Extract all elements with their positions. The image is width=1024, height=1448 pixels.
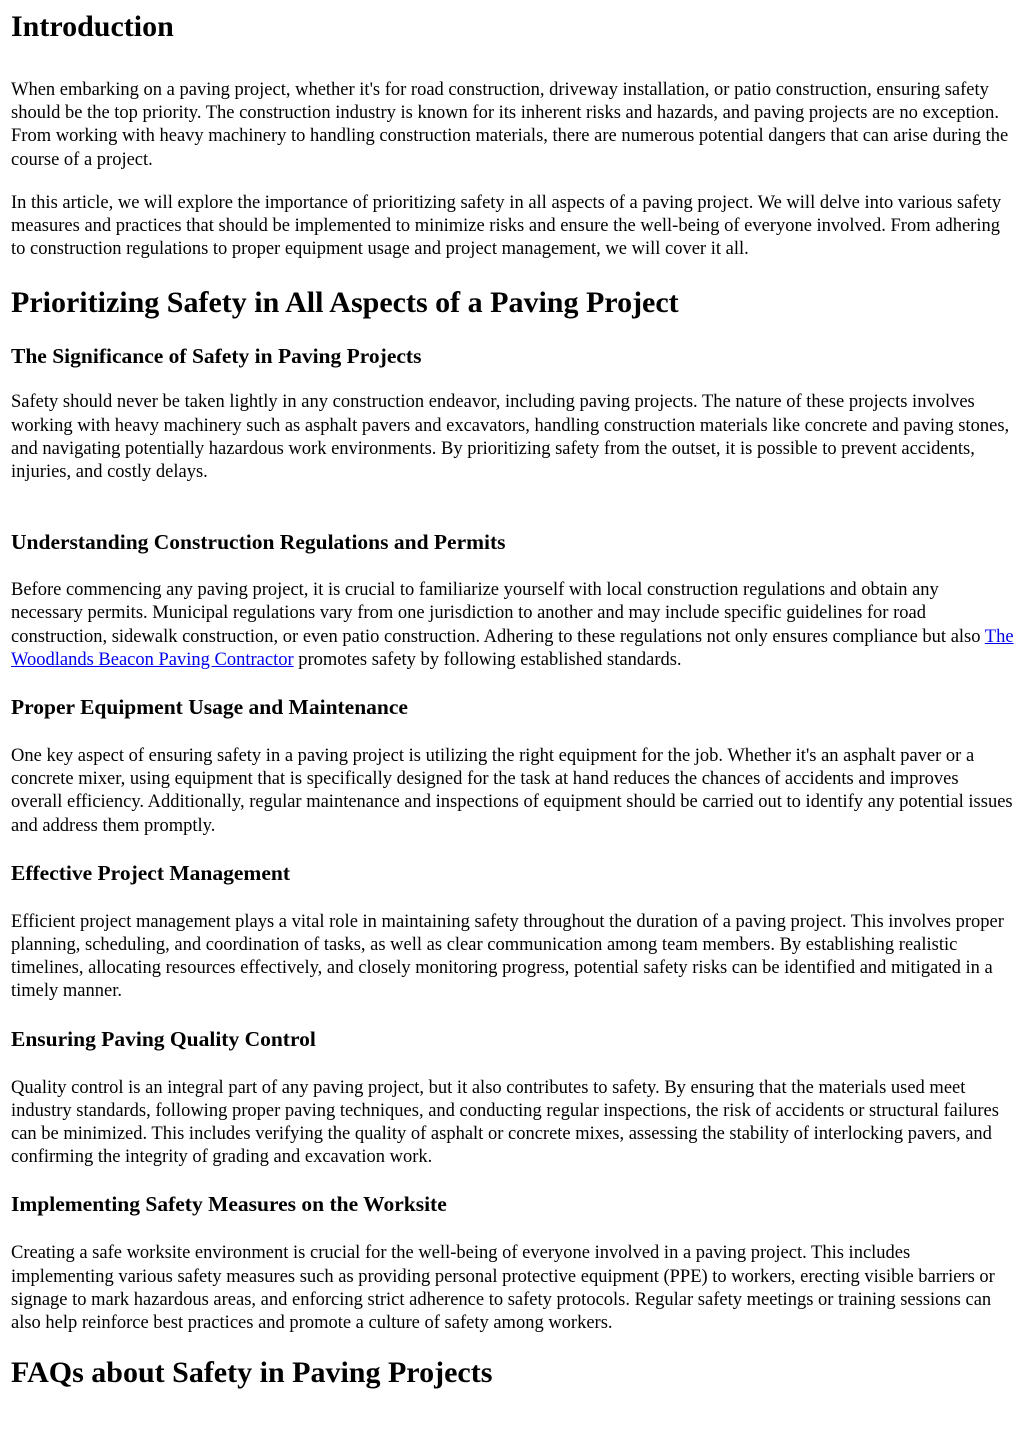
paragraph-intro-2: In this article, we will explore the importance of prioritizing safety in all aspects of a paving project. We will delve into various safety measures and practices that should be implemented to minimize risks and ensure the well-being of everyone involved. From adhering to construction regulations to proper equipment usage and project management, we will cover it all. — [11, 192, 1002, 260]
paragraph-regulations-text-before: Before commencing any paving project, it is crucial to familiarize yourself with local construction regulations and obtain any necessary permits. Municipal regulations vary from one jurisdiction to another and may include specific guidelines for road construction, sidewalk construction, or even patio construction. Adhering to these regulations not only ensures compliance but also — [11, 580, 985, 647]
heading-prioritizing-safety: Prioritizing Safety in All Aspects of a Paving Project — [11, 286, 679, 320]
heading-introduction: Introduction — [11, 10, 174, 43]
paving-contractor-link[interactable]: The Woodlands Beacon Paving Contractor — [11, 626, 1014, 670]
heading-equipment-usage: Proper Equipment Usage and Maintenance — [11, 695, 408, 720]
paragraph-regulations-text-after: promotes safety by following established standards. — [293, 649, 682, 670]
paragraph-quality: Quality control is an integral part of any paving project, but it also contributes to safety. By ensuring that the materials used meet industry standards, following proper paving techniques, and conducting regular inspections, the risk of accidents or structural failures can be minimized. This includes verifying the quality of asphalt or concrete mixes, assessing the stability of interlocking pavers, and confirming the integrity of grading and excavation work. — [11, 1077, 999, 1168]
paragraph-management: Efficient project management plays a vital role in maintaining safety throughout the duration of a paving project. This involves proper planning, scheduling, and coordination of tasks, as well as clear communication among team members. By establishing realistic timelines, allocating resources effectively, and closely monitoring progress, potential safety risks can be identified and mitigated in a timely manner. — [11, 911, 1004, 1002]
paragraph-worksite: Creating a safe worksite environment is crucial for the well-being of everyone involved in a paving project. This includes implementing various safety measures such as providing personal protective equipment (PPE) to workers, erecting visible barriers or signage to mark hazardous areas, and enforcing strict adherence to safety protocols. Regular safety meetings or training sessions can also help reinforce best practices and promote a culture of safety among workers. — [11, 1243, 995, 1334]
paragraph-regulations — [11, 579, 1014, 672]
heading-worksite-safety: Implementing Safety Measures on the Worksite — [11, 1192, 447, 1217]
heading-faqs: FAQs about Safety in Paving Projects — [11, 1356, 493, 1390]
heading-quality-control: Ensuring Paving Quality Control — [11, 1026, 316, 1051]
heading-construction-regulations: Understanding Construction Regulations and Permits — [11, 530, 506, 555]
heading-significance-of-safety: The Significance of Safety in Paving Projects — [11, 344, 422, 369]
heading-project-management: Effective Project Management — [11, 860, 290, 885]
paragraph-intro-1: When embarking on a paving project, whether it's for road construction, driveway installation, or patio construction, ensuring safety should be the top priority. The construction industry is known for its inherent risks and hazards, and paving projects are no exception. From working with heavy machinery to handling construction materials, there are numerous potential dangers that can arise during the course of a project. — [11, 80, 1009, 170]
paragraph-significance: Safety should never be taken lightly in any construction endeavor, including paving projects. The nature of these projects involves working with heavy machinery such as asphalt pavers and excavators, handling construction materials like concrete and paving stones, and navigating potentially hazardous work environments. By prioritizing safety from the outset, it is possible to prevent accidents, injuries, and costly delays. — [11, 392, 1010, 483]
paragraph-equipment: One key aspect of ensuring safety in a paving project is utilizing the right equipment for the job. Whether it's an asphalt paver or a concrete mixer, using equipment that is specifically designed for the task at hand reduces the chances of accidents and improves overall efficiency. Additionally, regular maintenance and inspections of equipment should be carried out to identify any potential issues and address them promptly. — [11, 746, 1013, 836]
